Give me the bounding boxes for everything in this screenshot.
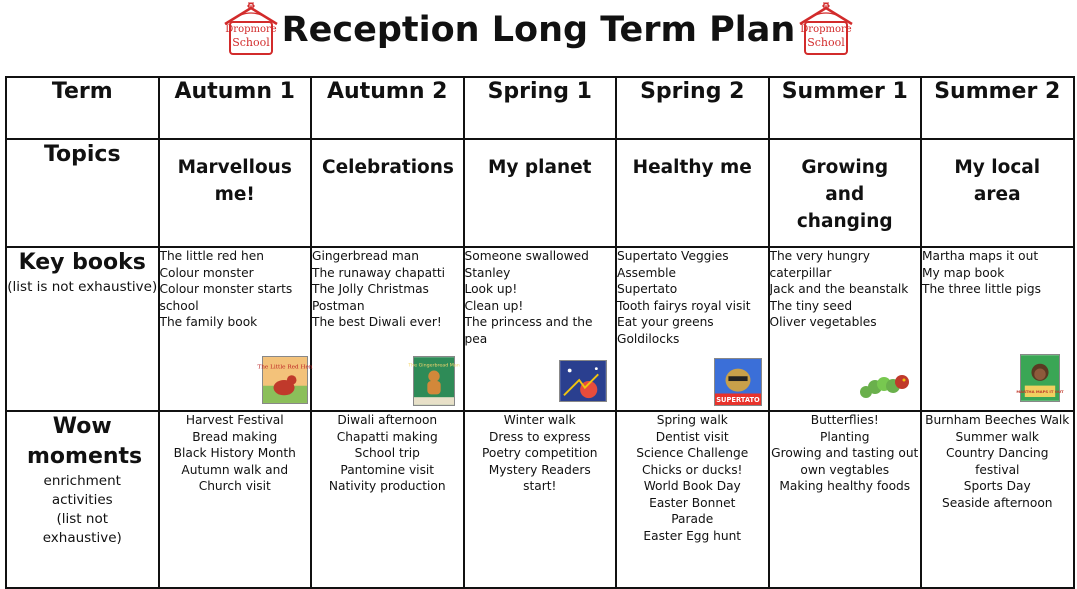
topic-cell [769,139,922,247]
school-logo-left: Dropmore School [219,2,283,56]
book-item: The princess and the pea [464,315,593,346]
wow-item: Sports Day [963,479,1031,493]
book-item: Oliver vegetables [769,315,877,329]
wow-list [617,412,768,544]
wow-list [922,412,1073,511]
wow-item: Bread making [192,429,278,444]
wow-item: Autumn walk and Church visit [181,462,289,493]
martha-maps-cover-icon [1016,354,1064,402]
book-item: Eat your greens [617,315,714,329]
book-item: Look up! [464,282,518,296]
wow-cell [464,411,617,588]
wow-item: Growing and tasting out own vegtables [771,446,919,477]
books-cell [921,247,1074,411]
wow-item: Burnham Beeches Walk [925,413,1070,427]
topic-value: Healthy me [632,157,752,178]
topic-value: My local area [954,157,1041,205]
topics-label: Topics [43,142,121,167]
wow-item: Winter walk [503,413,576,427]
cover-title: The Gingerbread Man [408,363,460,369]
book-item: The tiny seed [769,298,853,313]
wow-list [770,412,921,495]
cover-title: SUPERTATO [716,396,760,405]
book-item: Goldilocks [617,331,680,346]
term-cell [464,77,617,139]
space-cover-icon [559,360,607,402]
book-item: Jack and the beanstalk [769,282,909,296]
topics-row [6,139,1074,247]
little-red-hen-cover-icon [256,356,313,404]
term-label-cell [6,77,159,139]
wow-item: Planting [819,429,870,444]
topic-cell [311,139,464,247]
books-cell [464,247,617,411]
wow-cell [311,411,464,588]
term-summer-2: Summer 2 [934,79,1061,104]
book-list [922,248,1073,298]
term-cell [616,77,769,139]
wow-item: Summer walk [955,429,1039,444]
wow-cell [159,411,312,588]
book-item: The runaway chapatti [312,265,446,280]
key-books-label: Key books [18,250,146,275]
wow-list [312,412,463,495]
book-item: Tooth fairys royal visit [617,298,751,313]
wow-item: Butterflies! [810,413,879,427]
book-item: The best Diwali ever! [312,315,442,329]
wow-list [160,412,311,495]
book-item: The three little pigs [922,282,1041,296]
books-cell [616,247,769,411]
topic-value: Celebrations [322,157,454,178]
wow-moments-label-cell [6,411,159,588]
topic-cell [159,139,312,247]
book-item: Colour monster starts school [159,282,293,313]
wow-item: Dentist visit [655,429,729,444]
page-title: Reception Long Term Plan [281,10,796,50]
term-cell [311,77,464,139]
books-cell [311,247,464,411]
wow-item: Spring walk [656,413,728,427]
wow-item: Chicks or ducks! [642,462,743,477]
book-item: The very hungry caterpillar [769,249,870,280]
book-item: The family book [159,315,258,329]
wow-item: Country Dancing festival [946,446,1049,477]
book-item: Supertato [617,282,678,296]
term-cell [159,77,312,139]
wow-item: Chapatti making [336,429,438,444]
term-summer-1: Summer 1 [781,79,908,104]
term-autumn-1: Autumn 1 [174,79,295,104]
term-autumn-2: Autumn 2 [327,79,448,104]
key-books-row [6,247,1074,411]
cover-title: MARTHA MAPS IT OUT [1016,389,1064,395]
wow-item: Black History Month [173,446,296,460]
gingerbread-man-cover-icon [408,356,460,406]
book-item: Martha maps it out [922,249,1039,263]
wow-item: Poetry competition [481,446,598,460]
book-list [617,248,768,347]
page-header [0,0,1077,62]
school-logo-right: Dropmore School [794,2,858,56]
book-list [465,248,616,347]
wow-item: Nativity production [328,479,446,493]
book-item: Clean up! [464,298,524,313]
topic-value: Marvellous me! [177,157,292,205]
wow-item: School trip [354,446,420,460]
wow-moments-note: (list not exhaustive) [42,511,122,546]
wow-moments-label: Wow moments [27,414,143,469]
wow-item: Mystery Readers start! [488,462,591,493]
book-item: The Jolly Christmas Postman [312,282,429,313]
term-cell [921,77,1074,139]
wow-item: Seaside afternoon [941,495,1053,510]
wow-list [465,412,616,495]
topic-cell [464,139,617,247]
topic-cell [921,139,1074,247]
wow-moments-row [6,411,1074,588]
term-cell [769,77,922,139]
wow-cell [921,411,1074,588]
topic-value: My planet [487,157,592,178]
wow-item: Making healthy foods [779,479,911,493]
long-term-plan-table [5,76,1075,589]
wow-item: Diwali afternoon [337,413,438,427]
wow-item: Dress to express [489,429,591,444]
book-item: Colour monster [159,265,254,280]
book-item: The little red hen [159,249,264,263]
book-item: Gingerbread man [312,249,419,263]
key-books-sublabel: (list is not exhaustive) [7,279,158,295]
wow-item: World Book Day [643,479,741,493]
term-spring-2: Spring 2 [640,79,745,104]
wow-item: Pantomine visit [340,462,435,477]
book-list [312,248,463,331]
hungry-caterpillar-cover-icon [856,362,912,404]
wow-cell [769,411,922,588]
topic-cell [616,139,769,247]
wow-moments-sublabel: enrichment activities [43,473,121,508]
wow-cell [616,411,769,588]
books-cell [159,247,312,411]
term-spring-1: Spring 1 [487,79,592,104]
wow-item: Easter Egg hunt [643,528,742,543]
wow-item: Harvest Festival [185,413,284,427]
book-item: My map book [922,265,1005,280]
key-books-label-cell [6,247,159,411]
topic-value: Growing and changing [796,157,893,232]
book-item: Someone swallowed Stanley [464,249,589,280]
books-cell [769,247,922,411]
cover-title: The Little Red Hen [256,364,313,371]
wow-item: Easter Bonnet Parade [649,495,736,526]
book-list [160,248,311,331]
book-list [770,248,921,331]
supertato-cover-icon [714,358,762,406]
term-label: Term [51,79,113,104]
book-item: Supertato Veggies Assemble [617,249,729,280]
term-header-row [6,77,1074,139]
topics-label-cell [6,139,159,247]
wow-item: Science Challenge [636,446,749,460]
